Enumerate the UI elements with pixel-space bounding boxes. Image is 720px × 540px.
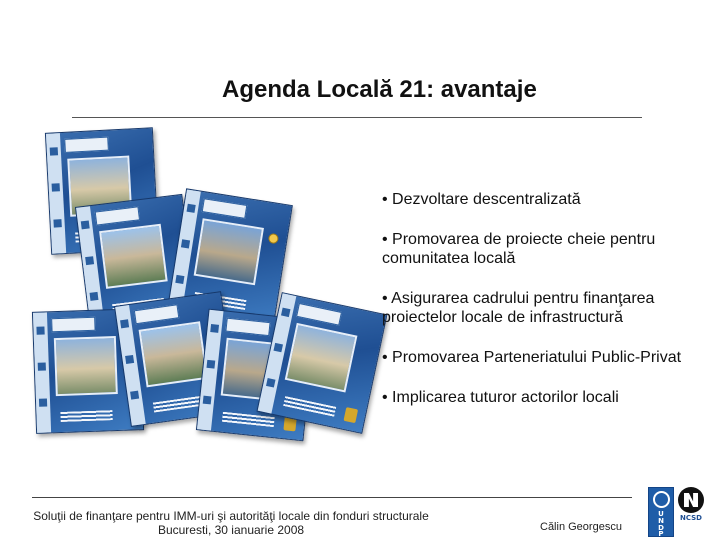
booklet-collage-image [30, 118, 370, 448]
bullet-item: • Promovarea Parteneriatului Public-Privat [382, 349, 682, 366]
bullet-list [382, 190, 702, 428]
undp-logo-icon: U N D P [648, 487, 674, 537]
bullet-item: • Implicarea tuturor actorilor locali [382, 389, 619, 406]
slide-title: Agenda Locală 21: avantaje [222, 76, 537, 103]
ncsd-logo-icon: NCSD [676, 487, 706, 521]
footer-line-1: Soluţii de finanţare pentru IMM-uri şi autorităţi locale din fonduri structurale [33, 509, 429, 523]
footer-event-text [32, 509, 430, 537]
bullet-item: • Asigurarea cadrului pentru finanţarea proiectelor locale de infrastructură [382, 290, 655, 326]
footer-author: Călin Georgescu [540, 521, 622, 533]
bullet-item: • Promovarea de proiecte cheie pentru comunitatea locală [382, 231, 656, 267]
bullet-item: • Dezvoltare descentralizată [382, 191, 581, 208]
footer-divider [32, 497, 632, 498]
booklet-cover [256, 292, 387, 434]
footer-line-2: Bucuresti, 30 ianuarie 2008 [157, 523, 305, 537]
